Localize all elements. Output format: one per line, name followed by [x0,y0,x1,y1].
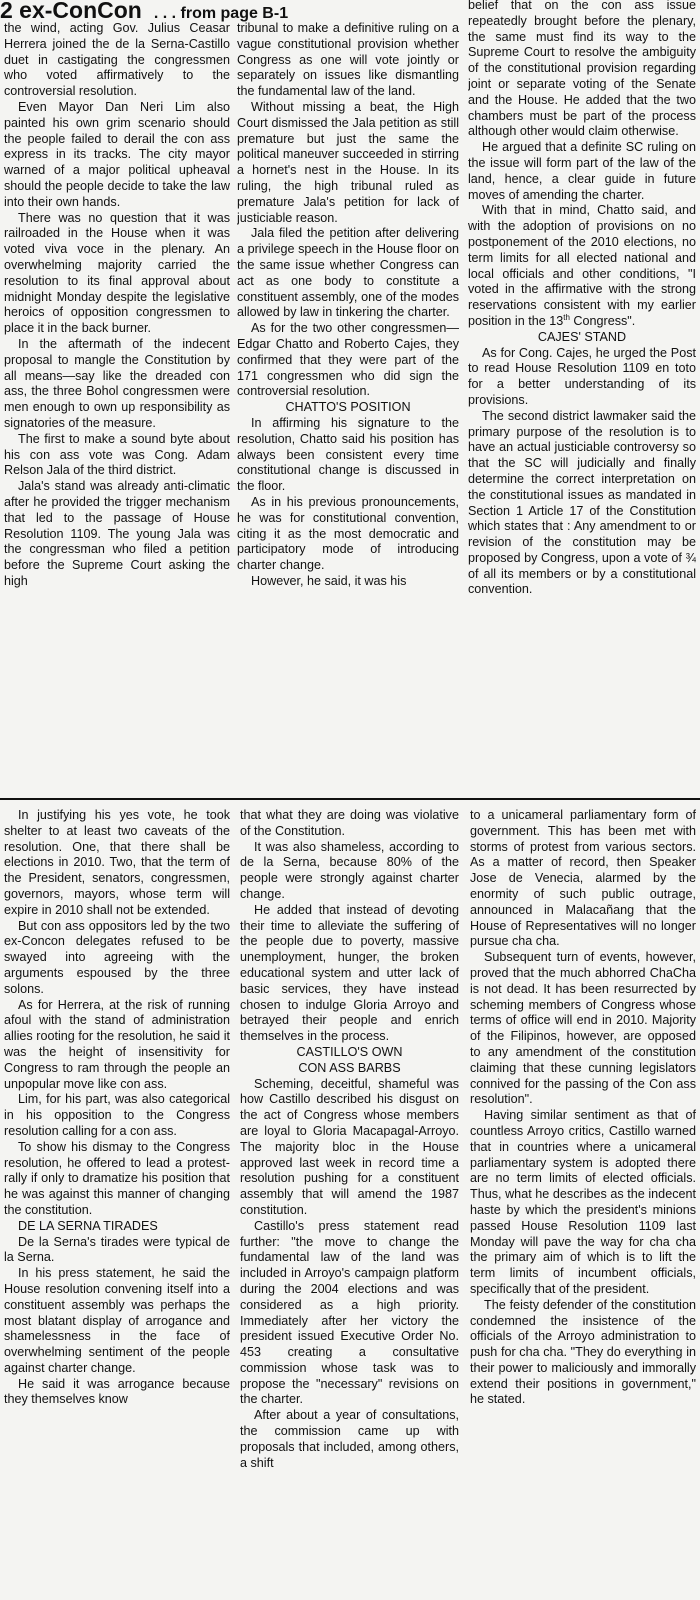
bottom-column-3 [470,808,696,1600]
section-divider [0,798,700,800]
paragraph: There was no question that it was railroaded in the House when it was voted viva voce in the plenary. An overwhelming majority carried the resolution to its final approval about midnight Monday despite the legislative heroics of opposition congressmen to place it in the back burner. [4,210,230,336]
top-column-3 [468,0,696,791]
paragraph: In his press statement, he said the House resolution convening itself into a constituent assembly was perhaps the most blatant display of arrogance and shamelessness in the face of overwhelming sentiment of the people against charter change. [4,1266,230,1375]
paragraph: De la Serna's tirades were typical de la Serna. [4,1234,230,1265]
paragraph: Without missing a beat, the High Court dismissed the Jala petition as still premature but just the same the political maneuver succeeded in stirring a hornet's nest in the House. In its ruling, the high tribunal ruled as premature Jala's petition for lack of justiciable reason. [237,99,459,225]
paragraph: Even Mayor Dan Neri Lim also painted his own grim scenario should the people failed to derail the con ass express in its tracks. The city mayor warned of a major political upheaval should the people decide to take the law into their own hands. [4,99,230,209]
paragraph: In affirming his signature to the resolution, Chatto said his position has always been consistent every time constitutional change is discussed in the floor. [237,415,459,494]
paragraph [468,203,696,329]
headline [0,0,288,23]
top-column-1 [4,21,230,791]
top-column-2 [237,21,459,791]
paragraph: To show his dismay to the Congress resolution, he offered to lead a protest-rally if only to dramatize his position that he was against this manner of changing the constitution. [4,1139,230,1217]
paragraph: that what they are doing was violative of the Constitution. [240,808,459,838]
bottom-column-2 [240,808,459,1600]
paragraph: As for the two other congressmen—Edgar Chatto and Roberto Cajes, they confirmed that they were part of the 171 congressmen who did sign the controversial resolution. [237,321,459,399]
subhead-castillo-line-1: CASTILLO'S OWN [296,1044,403,1059]
paragraph: Scheming, deceitful, shameful was how Castillo described his disgust on the act of Congress whose members are loyal to Gloria Macapagal-Arroyo. The majority bloc in the House approved last week in record time a resolution pushing for a constituent assembly that will amend the 1987 constitution. [240,1076,459,1217]
headline-continuation: . . . from page B-1 [153,5,289,22]
paragraph: He argued that a definite SC ruling on the issue will form part of the law of the land, hence, a clear guide in future moves of amending the charter. [468,140,696,202]
paragraph: The first to make a sound byte about his con ass vote was Cong. Adam Relson Jala of the third district. [4,431,230,478]
paragraph-text: Congress". [569,313,636,328]
paragraph: He added that instead of devoting their time to alleviate the suffering of the people due to poverty, massive unemployment, hunger, the broken educational system and utter lack of basic services, they have instead chosen to indulge Gloria Arroyo and betrayed their people and enrich themselves in the process. [240,902,459,1044]
paragraph-text: With that in mind, Chatto said, and with the adoption of provisions on no postponement of the 2010 elections, no term limits for all elected national and local officials and other conditions, "I voted in the affirmative with the strong reservations consistent with my earlier position in the 13 [468,203,696,328]
paragraph: As for Cong. Cajes, he urged the Post to read House Resolution 1109 en toto for a better understanding of its provisions. [468,345,696,407]
paragraph: Jala filed the petition after delivering a privilege speech in the House floor on the same issue whether Congress can act as one body to constitute a constituent assembly, one of the modes allowed by law in tinkering the charter. [237,226,459,320]
ordinal-superscript: th [563,312,570,322]
bottom-column-1 [4,808,230,1600]
paragraph: As for Herrera, at the risk of running afoul with the stand of administration allies rooting for the resolution, he said it was the height of insensitivity for Congress to ram through the people an unpopular move like con ass. [4,997,230,1091]
paragraph: However, he said, it was his [251,573,407,588]
paragraph: The feisty defender of the constitution condemned the insistence of the officials of the Arroyo administration to push for cha cha. "They do everything in their power to maliciously and immorally extend their positions in government," he stated. [470,1297,696,1407]
paragraph: Lim, for his part, was also categorical in his opposition to the Congress resolution calling for a con ass. [4,1092,230,1138]
subhead-de-la-serna: DE LA SERNA TIRADES [18,1218,158,1233]
paragraph: belief that on the con ass issue repeatedly brought before the plenary, the same must find its way to the Supreme Court to resolve the ambiguity of the constitutional provision regarding joint or separate voting of the Senate and the House. He added that the two chambers must be part of the process although other would claim otherwise. [468,0,696,139]
paragraph: But con ass oppositors led by the two ex-Concon delegates refused to be swayed into agreeing with the arguments espoused by the three solons. [4,918,230,996]
subhead-castillo-line-2: CON ASS BARBS [298,1060,401,1075]
headline-title: 2 ex-ConCon [0,0,142,23]
subhead-cajes: CAJES' STAND [537,329,627,344]
paragraph: the wind, acting Gov. Julius Ceasar Herrera joined the de la Serna-Castillo duet in castigating the congressmen who voted affirmatively to the controversial resolution. [4,21,230,99]
paragraph: Castillo's press statement read further: "the move to change the fundamental law of the land was included in Arroyo's campaign platform during the 2004 elections and was considered as a high priority. Immediately after her victory the president issued Executive Order No. 453 creating a consultative commission whose task was to propose the "necessary" revisions on the charter. [240,1218,459,1407]
paragraph: The second district lawmaker said the primary purpose of the resolution is to have an actual justiciable controversy so that the SC will judicially and finally determine the correct interpretation on the constitutional issues as mandated in Section 1 Article 17 of the Constitution which states that : Any amendment to or revision of the constitution may be proposed by Congress, upon a vote of ¾ of all its members or by a constitutional convention. [468,408,696,597]
paragraph: In the aftermath of the indecent proposal to mangle the Constitution by all means—say like the dreaded con ass, the three Bohol congressmen were men enough to own up responsibility as signatories of the measure. [4,336,230,430]
paragraph: Jala's stand was already anti-climatic after he provided the trigger mechanism that led to the passage of House Resolution 1109. The young Jala was the congressman who filed a petition before the Supreme Court asking the high [4,479,230,588]
paragraph: Subsequent turn of events, however, proved that the much abhorred ChaCha is not dead. It has been resurrected by scheming members of Congress whose terms of office will end in 2010. Majority of the Filipinos, however, are opposed to any amendment of the constitution claiming that these cunning legislators connived for the passing of the Con ass resolution". [470,950,696,1107]
paragraph: It was also shameless, according to de la Serna, because 80% of the people were strongly against charter change. [240,839,459,901]
paragraph: As in his previous pronouncements, he was for constitutional convention, citing it as the most democratic and participatory mode of introducing charter change. [237,494,459,573]
paragraph: In justifying his yes vote, he took shelter to at least two caveats of the resolution. One, that there shall be elections in 2010. Two, that the term of the President, senators, congressmen, governors, mayors, whose term will expire in 2010 shall not be extended. [4,808,230,917]
paragraph: After about a year of consultations, the commission came up with proposals that included, among others, a shift [240,1408,459,1470]
paragraph: tribunal to make a definitive ruling on a vague constitutional provision whether Congress as one will vote jointly or separately on issues like dismantling the fundamental law of the land. [237,21,459,99]
paragraph: to a unicameral parliamentary form of government. This has been met with storms of protest from various sectors. As a matter of record, then Speaker Jose de Venecia, alarmed by the enormity of such public outrage, announced in Malacañang that the House of Representatives will no longer pursue cha cha. [470,808,696,949]
paragraph: He said it was arrogance because they themselves know [4,1376,230,1407]
paragraph: Having similar sentiment as that of countless Arroyo critics, Castillo warned that in countries where a unicameral parliamentary system is adopted there are no term limits of elected officials. Thus, what he describes as the indecent haste by which the president's minions passed House Resolution 1109 last Monday will pave the way for cha cha the primary aim of which is to lift the term limits of incumbent officials, specifically that of the president. [470,1108,696,1296]
subhead-chatto: CHATTO'S POSITION [285,400,411,415]
